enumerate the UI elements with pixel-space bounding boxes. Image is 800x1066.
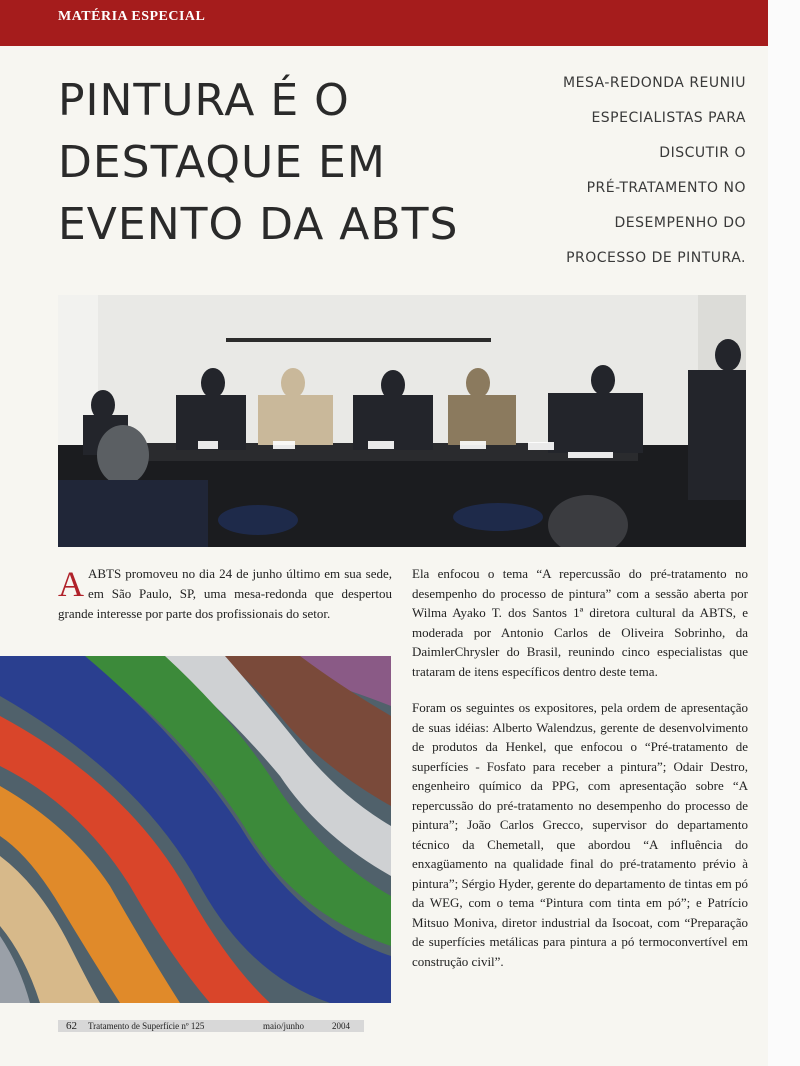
deck-line-4: PRÉ-TRATAMENTO NO bbox=[586, 180, 746, 196]
drop-cap: A bbox=[58, 564, 84, 604]
deck-line-6: PROCESSO DE PINTURA. bbox=[566, 250, 746, 266]
headline bbox=[58, 70, 538, 256]
headline-line-3: EVENTO DA ABTS bbox=[58, 199, 459, 250]
article-paragraph-2: Foram os seguintes os expositores, pela ordem de apresentação de suas idéias: Alberto Walendzus, gerente de desenvolvimento de produtos da Henkel, que enfocou o “Pré-tratamento de superfícies - Fosfato para receber a pintura”; Odair Destro, engenheiro químico da PPG, com apresentação sobre “A repercussão do pré-tratamento no desempenho do processo de pintura”; João Carlos Grecco, supervisor do departamento técnico da Chemetall, que abordou “A influência do enxagüamento na qualidade final do pré-tratamento prévio à pintura”; Sérgio Hyder, gerente do departamento de tintas em pó da WEG, com o tema “Pintura com tinta em pó”; e Patrício Mitsuo Moniva, diretor industrial da Isocoat, com “Preparação de superfícies metálicas para pintura a pó termoconvertível em construção civil”. bbox=[412, 700, 748, 969]
panel-photo bbox=[58, 295, 746, 547]
headline-line-2: DESTAQUE EM bbox=[58, 137, 386, 188]
deck-line-1: MESA-REDONDA REUNIU bbox=[563, 75, 746, 91]
deck-line-2: ESPECIALISTAS PARA bbox=[591, 110, 746, 126]
issue-year: 2004 bbox=[332, 1021, 350, 1031]
deck-line-5: DESEMPENHO DO bbox=[614, 215, 746, 231]
page-edge bbox=[768, 0, 800, 1066]
color-swirl-graphic bbox=[0, 656, 391, 1003]
section-label: MATÉRIA ESPECIAL bbox=[58, 9, 206, 24]
deck-line-3: DISCUTIR O bbox=[659, 145, 746, 161]
article-paragraph-1: Ela enfocou o tema “A repercussão do pré-tratamento no desempenho do processo de pintura” com a sessão aberta por Wilma Ayako T. dos Santos 1ª diretora cultural da ABTS, e moderada por Antonio Carlos de Oliveira Sobrinho, da DaimlerChrysler do Brasil, reunindo cinco especialistas que trataram de itens específicos dentro deste tema. bbox=[412, 566, 748, 679]
article-body bbox=[412, 564, 748, 988]
issue-months: maio/junho bbox=[263, 1021, 304, 1031]
headline-line-1: PINTURA É O bbox=[58, 75, 350, 126]
color-swirl-image bbox=[0, 656, 391, 1003]
deck-subtitle bbox=[500, 66, 746, 276]
page-number: 62 bbox=[66, 1020, 77, 1032]
panel-photo-image bbox=[58, 295, 746, 547]
intro-text: ABTS promoveu no dia 24 de junho último em sua sede, em São Paulo, SP, uma mesa-redonda que despertou grande interesse por parte dos profissionais do setor. bbox=[58, 566, 392, 621]
page-footer bbox=[58, 1020, 364, 1032]
article-intro bbox=[58, 564, 392, 624]
publication-name: Tratamento de Superfície nº 125 bbox=[88, 1021, 205, 1031]
